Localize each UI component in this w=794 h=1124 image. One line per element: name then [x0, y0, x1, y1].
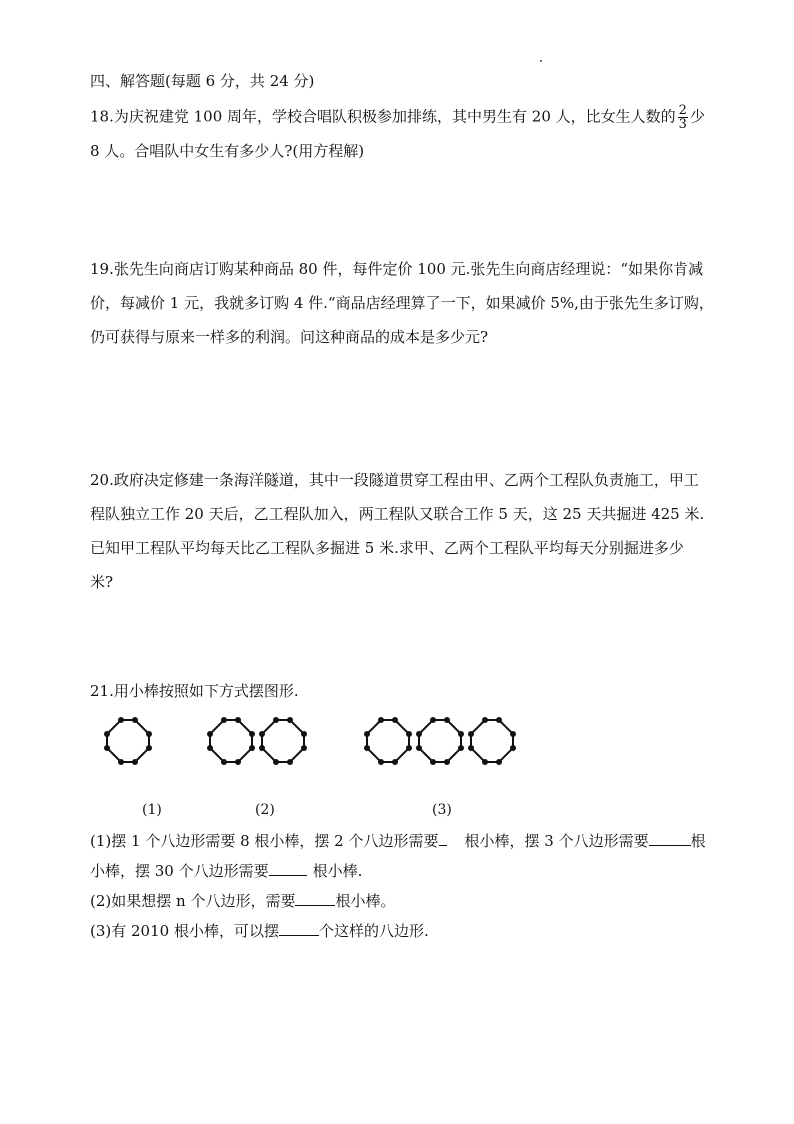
stick-joint	[287, 717, 293, 723]
stick-joint	[458, 731, 464, 737]
stick-joint	[301, 745, 307, 751]
stick-joint	[430, 759, 436, 765]
answer-blank-3	[269, 861, 307, 876]
q18-text-before: 18.为庆祝建党 100 周年，学校合唱队积极参加排练，其中男生有 20 人，比女生人数的	[90, 107, 676, 126]
octagon-joints-3	[364, 717, 516, 765]
answer-blank-4	[295, 891, 335, 906]
stick-joint	[510, 745, 516, 751]
stick-joint	[146, 745, 152, 751]
stick-joint	[301, 731, 307, 737]
stick-joint	[287, 759, 293, 765]
q19-line2: 价，每减价 1 元，我就多订购 4 件.“商品店经理算了一下，如果减价 5%,由于张先生多订购，	[90, 294, 714, 312]
stick-joint	[482, 717, 488, 723]
fraction-numerator: 2	[678, 103, 687, 118]
stick-joint	[118, 759, 124, 765]
stick-joint	[118, 717, 124, 723]
q21-p1-text-d: 小棒，摆 30 个八边形需要	[90, 862, 269, 880]
q21-p3-text-a: (3)有 2010 根小棒，可以摆	[90, 922, 279, 940]
page-dot	[540, 60, 542, 62]
stick-joint	[392, 759, 398, 765]
q20-line3: 已知甲工程队平均每天比乙工程队多掘进 5 米.求甲、乙两个工程队平均每天分别掘进多少	[90, 539, 684, 557]
q18-line2: 8 人。合唱队中女生有多少人?(用方程解)	[90, 142, 365, 160]
stick-joint	[416, 745, 422, 751]
stick-joint	[132, 717, 138, 723]
stick-joint	[430, 717, 436, 723]
q21-p1-text-c: 根	[690, 832, 706, 850]
stick-joint	[444, 717, 450, 723]
stick-joint	[378, 717, 384, 723]
stick-joint	[259, 731, 265, 737]
q20-line2: 程队独立工作 20 天后，乙工程队加入，两工程队又联合工作 5 天，这 25 天共掘进 425 米.	[90, 505, 705, 523]
stick-joint	[249, 731, 255, 737]
q21-part1-line2	[90, 860, 362, 882]
octagon-group-1	[107, 720, 149, 762]
octagon-group-2	[210, 720, 304, 762]
answer-blank-5	[279, 921, 319, 936]
stick-joint	[104, 745, 110, 751]
octagon	[210, 720, 252, 762]
fraction-denominator: 3	[678, 117, 687, 132]
stick-joint	[468, 731, 474, 737]
stick-joint	[207, 731, 213, 737]
q21-part2	[90, 890, 395, 912]
stick-joint	[496, 717, 502, 723]
octagon-figures	[95, 710, 535, 800]
octagon	[419, 720, 461, 762]
q20-line1: 20.政府决定修建一条海洋隧道，其中一段隧道贯穿工程由甲、乙两个工程队负责施工，甲工	[90, 471, 699, 489]
stick-joint	[482, 759, 488, 765]
stick-joint	[132, 759, 138, 765]
q21-p2-text-a: (2)如果想摆 n 个八边形，需要	[90, 892, 296, 910]
stick-joint	[378, 759, 384, 765]
q18-text-after: 少	[689, 107, 705, 126]
stick-joint	[364, 745, 370, 751]
stick-joint	[235, 759, 241, 765]
stick-joint	[458, 745, 464, 751]
q21-p2-text-b: 根小棒。	[335, 892, 396, 910]
q21-part1-line1	[90, 830, 706, 852]
stick-joint	[235, 717, 241, 723]
stick-joint	[392, 717, 398, 723]
q18-line1	[90, 104, 705, 131]
stick-joint	[406, 745, 412, 751]
stick-joint	[364, 731, 370, 737]
q19-line3: 仍可获得与原来一样多的利润。问这种商品的成本是多少元?	[90, 328, 489, 346]
fraction-two-thirds	[678, 104, 688, 131]
stick-joint	[444, 759, 450, 765]
stick-joint	[221, 717, 227, 723]
stick-joint	[273, 717, 279, 723]
stick-joint	[104, 731, 110, 737]
answer-blank-2	[649, 831, 691, 846]
octagon-joints-2	[207, 717, 307, 765]
q21-intro: 21.用小棒按照如下方式摆图形.	[90, 682, 299, 700]
figure-label-3: (3)	[432, 802, 452, 818]
stick-joint	[510, 731, 516, 737]
octagon	[107, 720, 149, 762]
q21-p1-text-b: 根小棒，摆 3 个八边形需要	[464, 832, 649, 850]
octagon-group-3	[367, 720, 513, 762]
answer-blank-1	[439, 831, 447, 846]
stick-joint	[273, 759, 279, 765]
q21-p1-text-e: 根小棒.	[312, 862, 363, 880]
octagon	[471, 720, 513, 762]
octagon	[262, 720, 304, 762]
stick-joint	[249, 745, 255, 751]
q19-line1: 19.张先生向商店订购某种商品 80 件，每件定价 100 元.张先生向商店经理说：“如果你肯减	[90, 260, 704, 278]
stick-joint	[221, 759, 227, 765]
q21-part3	[90, 920, 429, 942]
q21-p1-text-a: (1)摆 1 个八边形需要 8 根小棒，摆 2 个八边形需要	[90, 832, 439, 850]
q20-line4: 米?	[90, 573, 114, 591]
q21-p3-text-b: 个这样的八边形.	[318, 922, 429, 940]
stick-joint	[259, 745, 265, 751]
section-heading: 四、解答题(每题 6 分，共 24 分)	[90, 72, 315, 90]
stick-joint	[146, 731, 152, 737]
figure-label-2: (2)	[255, 802, 275, 818]
stick-joint	[496, 759, 502, 765]
octagon	[367, 720, 409, 762]
stick-joint	[468, 745, 474, 751]
figure-label-1: (1)	[142, 802, 162, 818]
octagon-joints-1	[104, 717, 152, 765]
stick-joint	[207, 745, 213, 751]
stick-joint	[406, 731, 412, 737]
stick-joint	[416, 731, 422, 737]
